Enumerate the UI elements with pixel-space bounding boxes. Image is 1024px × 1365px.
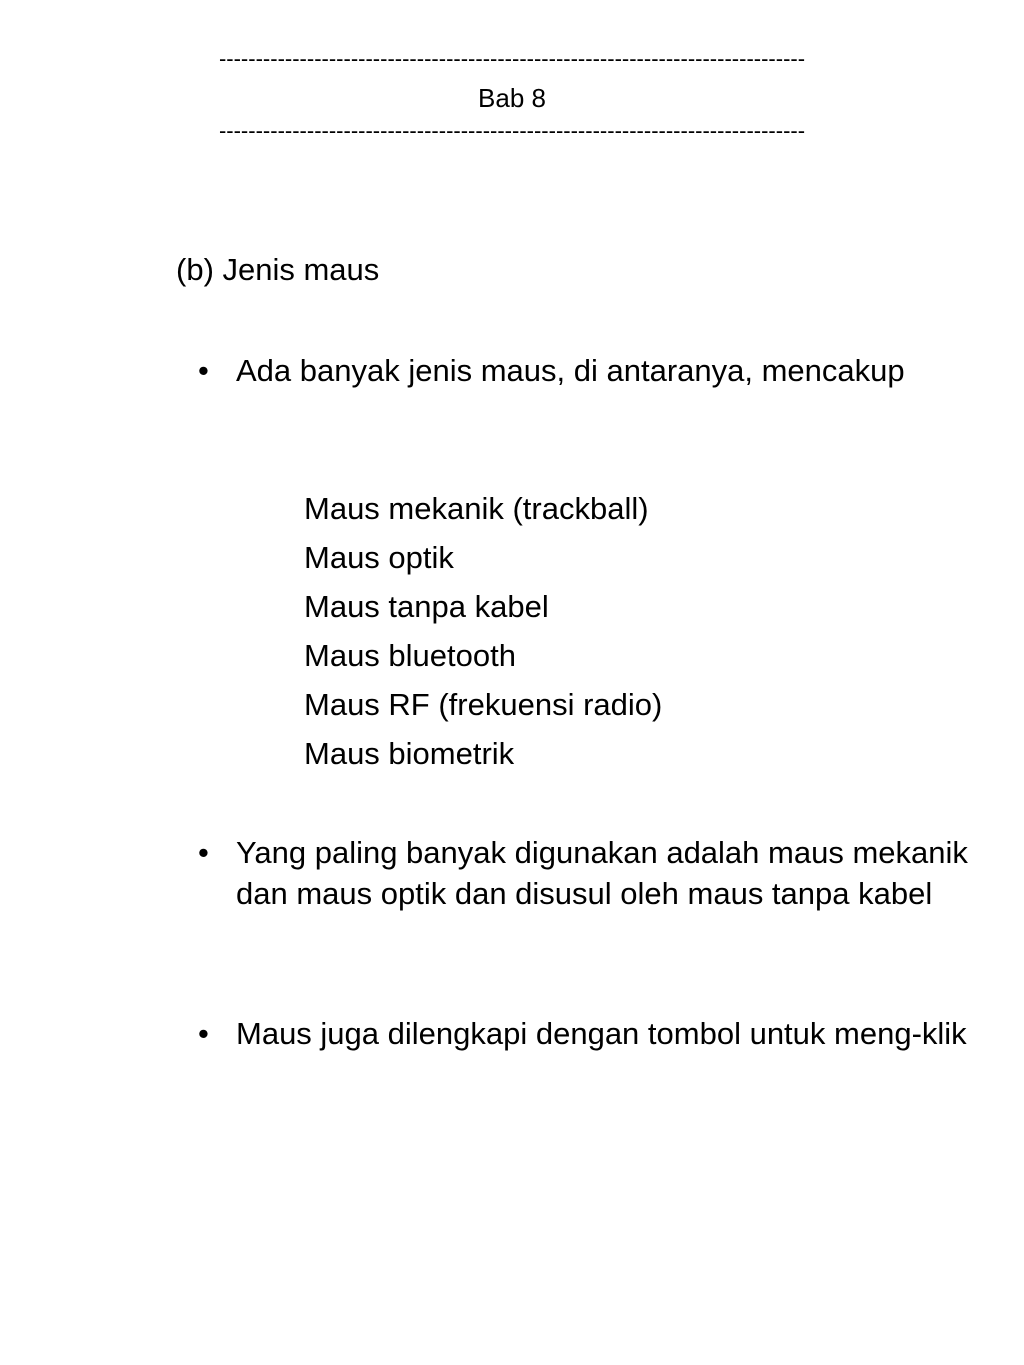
mouse-type-item: Maus tanpa kabel bbox=[304, 589, 549, 624]
bullet-text: Ada banyak jenis maus, di antaranya, mencakup bbox=[236, 353, 905, 388]
mouse-type-item: Maus bluetooth bbox=[304, 638, 516, 673]
section-heading: (b) Jenis maus bbox=[176, 252, 380, 287]
bullet-item bbox=[198, 1013, 978, 1054]
mouse-type-item: Maus optik bbox=[304, 540, 454, 575]
bullet-marker: • bbox=[198, 835, 209, 870]
bullet-item bbox=[198, 350, 978, 391]
bullet-text: Yang paling banyak digunakan adalah maus mekanik dan maus optik dan disusul oleh maus tanpa kabel bbox=[236, 835, 968, 911]
bullet-marker: • bbox=[198, 353, 209, 388]
mouse-type-item: Maus mekanik (trackball) bbox=[304, 491, 649, 526]
mouse-type-list bbox=[304, 488, 662, 782]
bullet-marker: • bbox=[198, 1016, 209, 1051]
mouse-type-item: Maus RF (frekuensi radio) bbox=[304, 687, 663, 722]
header-divider-bottom: -------------------------------------------------------------------------------- bbox=[218, 118, 806, 143]
chapter-title: Bab 8 bbox=[478, 83, 546, 113]
bullet-item bbox=[198, 832, 978, 914]
header-divider-top: -------------------------------------------------------------------------------- bbox=[218, 46, 806, 71]
bullet-text: Maus juga dilengkapi dengan tombol untuk meng-klik bbox=[236, 1016, 967, 1051]
mouse-type-item: Maus biometrik bbox=[304, 736, 515, 771]
